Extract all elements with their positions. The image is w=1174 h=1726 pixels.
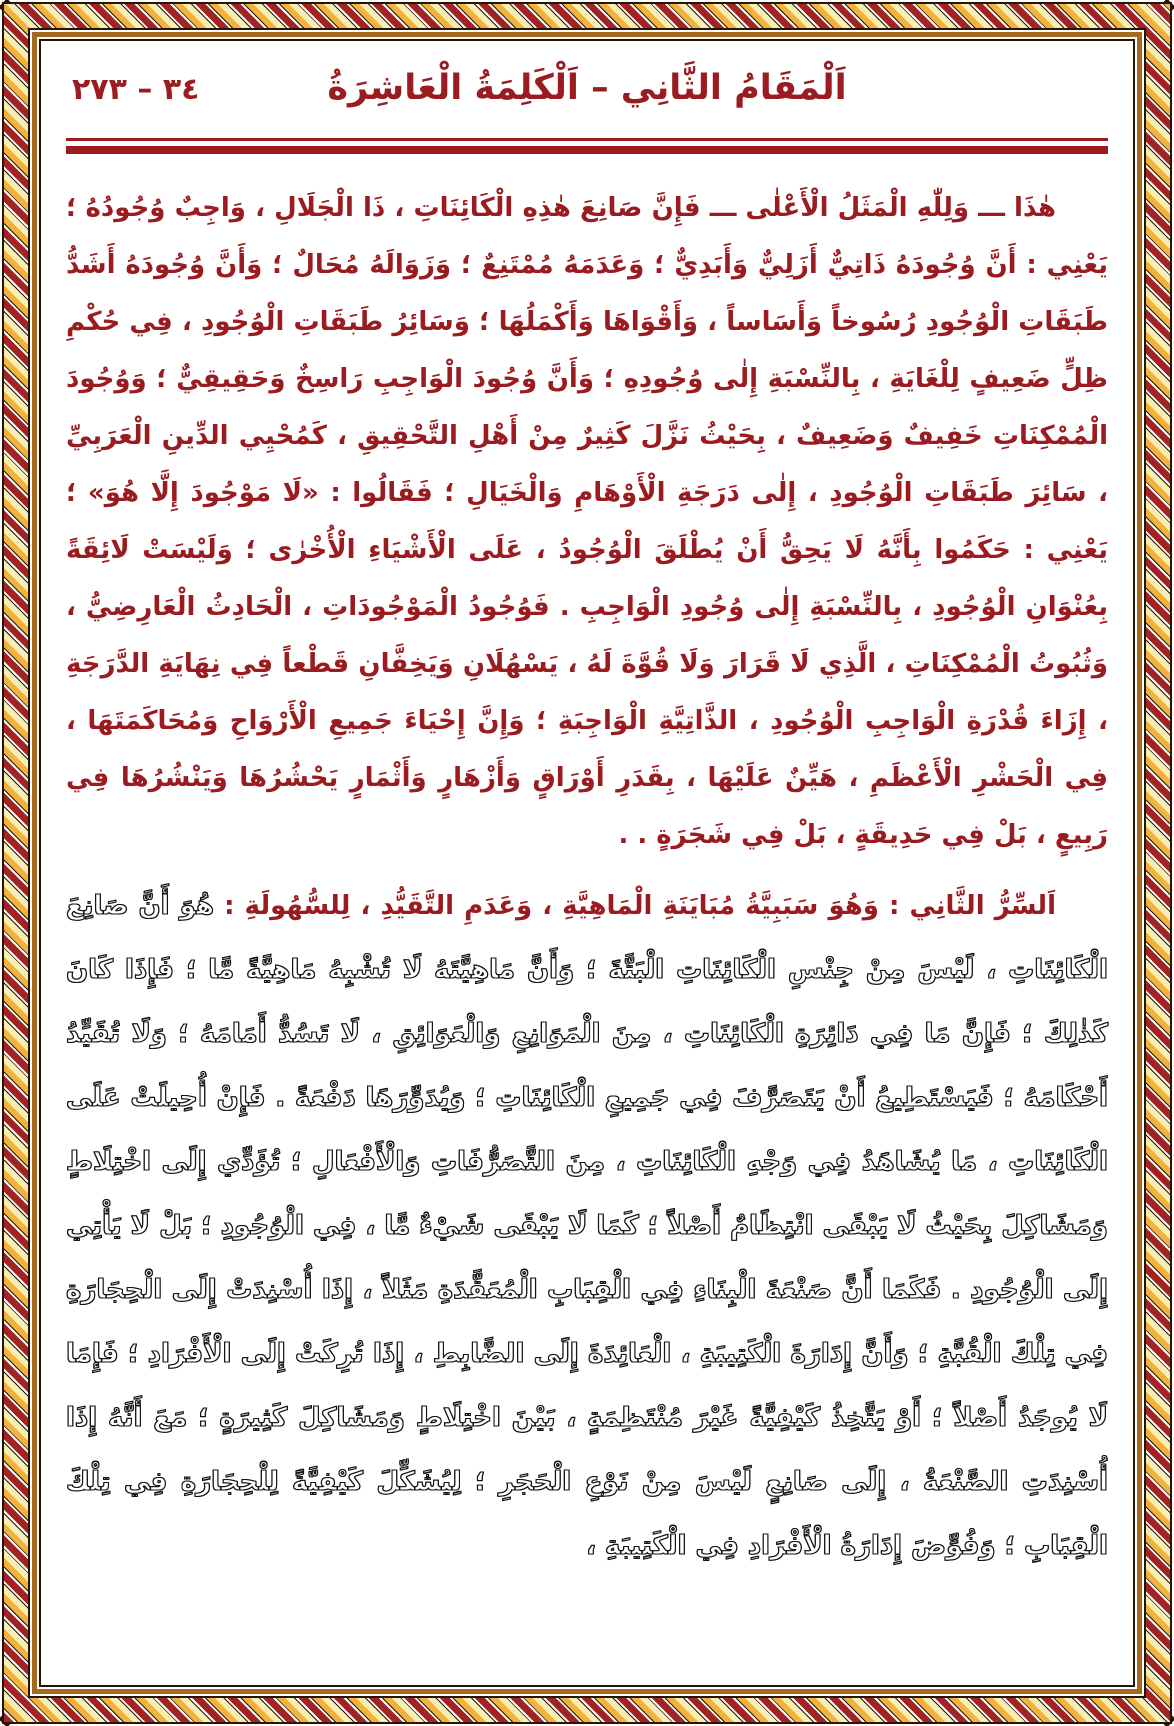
corner-ornament [1159,0,1174,15]
corner-ornament [0,1711,15,1726]
page-header [66,68,1108,132]
header-double-rule [66,138,1108,154]
page-content [66,46,1108,1680]
page-numbers: ٣٤ – ٢٧٣ [72,72,200,107]
corner-ornament [0,0,15,15]
second-secret-heading: اَلسِّرُّ الثَّانِي : وَهُوَ سَبَبِيَّةُ مُبَايَنَةِ الْمَاهِيَّةِ ، وَعَدَمِ التَّقَيُّدِ ، لِلسُّهُولَةِ : [214,891,1056,921]
page-title: اَلْمَقَامُ الثَّانِي – اَلْكَلِمَةُ الْعَاشِرَةُ [327,68,847,108]
second-secret-body: هُوَ أَنَّ صَانِعَ الْكَائِنَاتِ ، لَيْسَ مِنْ جِنْسِ الْكَائِنَاتِ الْبَتَّةَ ؛ وَأَنَّ مَاهِيَّتَهُ لَا تُشْبِهُ مَاهِيَّةً مَّا ؛ فَإِذَا كَانَ كَذٰلِكَ ؛ فَإِنَّ مَا فِي دَائِرَةِ الْكَائِنَاتِ ، مِنَ الْمَوَانِعِ وَالْعَوَائِقِ ، لَا تَسُدُّ أَمَامَهُ ؛ وَلَا تُقَيِّدُ أَحْكَامَهُ ؛ فَيَسْتَطِيعُ أَنْ يَتَصَرَّفَ فِي جَمِيعِ الْكَائِنَاتِ ؛ وَيُدَوِّرَهَا دَفْعَةً . فَإِنْ أُحِيلَتْ عَلَى الْكَائِنَاتِ ، مَا يُشَاهَدُ فِي وَجْهِ الْكَائِنَاتِ ، مِنَ التَّصَرُّفَاتِ وَالْأَفْعَالِ ؛ تُؤَدِّي إِلَى اخْتِلَاطٍ وَمَشَاكِلَ بِحَيْثُ لَا يَبْقَى انْتِظَامٌ أَصْلاً ؛ كَمَا لَا يَبْقَى شَيْءٌ مَّا ، فِي الْوُجُودِ ؛ بَلْ لَا يَأْتِي إِلَى الْوُجُودِ . فَكَمَا أَنَّ صَنْعَةَ الْبِنَاءِ فِي الْقِبَابِ الْمُعَقَّدَةِ مَثَلاً ، إِذَا أُسْنِدَتْ إِلَى الْحِجَارَةِ فِي تِلْكَ الْقُبَّةِ ؛ وَأَنَّ إِدَارَةَ الْكَتِيبَةِ ، الْعَائِدَةَ إِلَى الضَّابِطِ ، إِذَا تُرِكَتْ إِلَى الْأَفْرَادِ ؛ فَإِمَا لَا يُوجَدُ أَصْلاً ؛ أَوْ يَتَّخِذُ كَيْفِيَّةً غَيْرَ مُنْتَظِمَةٍ ، بَيْنَ اخْتِلَاطٍ وَمَشَاكِلَ كَثِيرَةٍ ؛ مَعَ أَنَّهُ إِذَا أُسْنِدَتِ الصَّنْعَةُ ، إِلَى صَانِعٍ لَيْسَ مِنْ نَوْعِ الْحَجَرِ ؛ لِيُشَكِّلَ كَيْفِيَّةً لِلْحِجَارَةِ فِي تِلْكَ الْقِبَابِ ؛ وَفُوِّضَ إِدَارَةُ الْأَفْرَادِ فِي الْكَتِيبَةِ ، [66,891,1108,1561]
corner-ornament [1159,1711,1174,1726]
paragraph-first: هٰذَا ـــ وَلِلّٰهِ الْمَثَلُ الْأَعْلٰى ـــ فَإِنَّ صَانِعَ هٰذِهِ الْكَائِنَاتِ ، ذَا الْجَلَالِ ، وَاجِبٌ وُجُودُهُ ؛ يَعْنِي : أَنَّ وُجُودَهُ ذَاتِيٌّ أَزَلِيٌّ وَأَبَدِيٌّ ؛ وَعَدَمَهُ مُمْتَنِعٌ ؛ وَزَوَالَهُ مُحَالٌ ؛ وَأَنَّ وُجُودَهُ أَشَدُّ طَبَقَاتِ الْوُجُودِ رُسُوخاً وَأَسَاساً ، وَأَقْوَاهَا وَأَكْمَلُهَا ؛ وَسَائِرُ طَبَقَاتِ الْوُجُودِ ، فِي حُكْمِ ظِلٍّ ضَعِيفٍ لِلْغَايَةِ ، بِالنِّسْبَةِ إِلٰى وُجُودِهِ ؛ وَأَنَّ وُجُودَ الْوَاجِبِ رَاسِخٌ وَحَقِيقِيٌّ ؛ وَوُجُودَ الْمُمْكِنَاتِ خَفِيفٌ وَضَعِيفٌ ، بِحَيْثُ نَزَّلَ كَثِيرٌ مِنْ أَهْلِ التَّحْقِيقِ ، كَمُحْيِي الدِّينِ الْعَرَبِيِّ ، سَائِرَ طَبَقَاتِ الْوُجُودِ ، إِلٰى دَرَجَةِ الْأَوْهَامِ وَالْخَيَالِ ؛ فَقَالُوا : «لَا مَوْجُودَ إِلَّا هُوَ» ؛ يَعْنِي : حَكَمُوا بِأَنَّهُ لَا يَحِقُّ أَنْ يُطْلَقَ الْوُجُودُ ، عَلَى الْأَشْيَاءِ الْأُخْرٰى ؛ وَلَيْسَتْ لَائِقَةً بِعُنْوَانِ الْوُجُودِ ، بِالنِّسْبَةِ إِلٰى وُجُودِ الْوَاجِبِ . فَوُجُودُ الْمَوْجُودَاتِ ، الْحَادِثُ الْعَارِضِيُّ ، وَثُبُوتُ الْمُمْكِنَاتِ ، الَّذِي لَا قَرَارَ وَلَا قُوَّةَ لَهُ ، يَسْهُلَانِ وَيَخِفَّانِ قَطْعاً فِي نِهَايَةِ الدَّرَجَةِ ، إِزَاءَ قُدْرَةِ الْوَاجِبِ الْوُجُودِ ، الذَّاتِيَّةِ الْوَاجِبَةِ ؛ وَإِنَّ إِحْيَاءَ جَمِيعِ الْأَرْوَاحِ وَمُحَاكَمَتَهَا ، فِي الْحَشْرِ الْأَعْظَمِ ، هَيِّنٌ عَلَيْهَا ، بِقَدَرِ أَوْرَاقٍ وَأَزْهَارٍ وَأَثْمَارٍ يَحْشُرُهَا وَيَنْشُرُهَا فِي رَبِيعٍ ، بَلْ فِي حَدِيقَةٍ ، بَلْ فِي شَجَرَةٍ . . [66,193,1108,850]
paragraph-second-secret [66,874,1108,1578]
